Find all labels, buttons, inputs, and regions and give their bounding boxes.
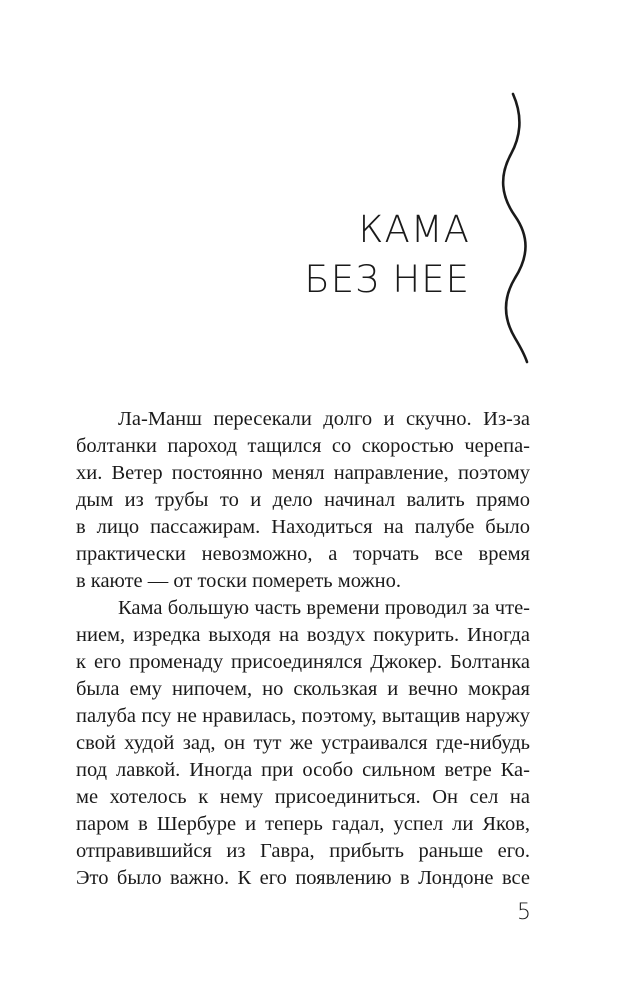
chapter-title-line-2: БЕЗ НЕЕ: [304, 258, 470, 301]
text-line: под лавкой. Иногда при особо сильном ветре Ка-: [76, 759, 530, 781]
body-text: [76, 406, 530, 892]
text-line: ме хотелось к нему присоединиться. Он сел на: [76, 786, 530, 808]
text-line: свой худой зад, он тут же устраивался где-нибудь: [76, 732, 530, 754]
chapter-title: [304, 205, 470, 305]
text-line: в каюте — от тоски помереть можно.: [76, 570, 401, 592]
text-line: к его променаду присоединялся Джокер. Болтанка: [76, 651, 530, 673]
text-line: Это было важно. К его появлению в Лондоне все: [76, 867, 530, 889]
wavy-line-icon: [495, 92, 535, 364]
text-line: дым из трубы то и дело начинал валить прямо: [76, 489, 530, 511]
text-line: хи. Ветер постоянно менял направление, поэтому: [76, 462, 530, 484]
text-line: нием, изредка выходя на воздух покурить. Иногда: [76, 624, 530, 646]
chapter-title-line-1: КАМА: [358, 208, 470, 251]
paragraph-2: [76, 595, 530, 892]
text-line: отправившийся из Гавра, прибыть раньше его.: [76, 840, 530, 862]
text-line: в лицо пассажирам. Находиться на палубе было: [76, 516, 530, 538]
text-line: была ему нипочем, но скользкая и вечно мокрая: [76, 678, 530, 700]
paragraph-1: [76, 406, 530, 595]
text-line: палуба псу не нравилась, поэтому, вытащив наружу: [76, 705, 530, 727]
text-line: Ла-Манш пересекали долго и скучно. Из-за: [118, 408, 530, 430]
text-line: паром в Шербуре и теперь гадал, успел ли Яков,: [76, 813, 530, 835]
text-line: болтанки пароход тащился со скоростью черепа-: [76, 435, 530, 457]
text-line: Кама большую часть времени проводил за чте-: [118, 597, 530, 619]
page-number: 5: [517, 900, 531, 925]
text-line: практически невозможно, а торчать все время: [76, 543, 530, 565]
